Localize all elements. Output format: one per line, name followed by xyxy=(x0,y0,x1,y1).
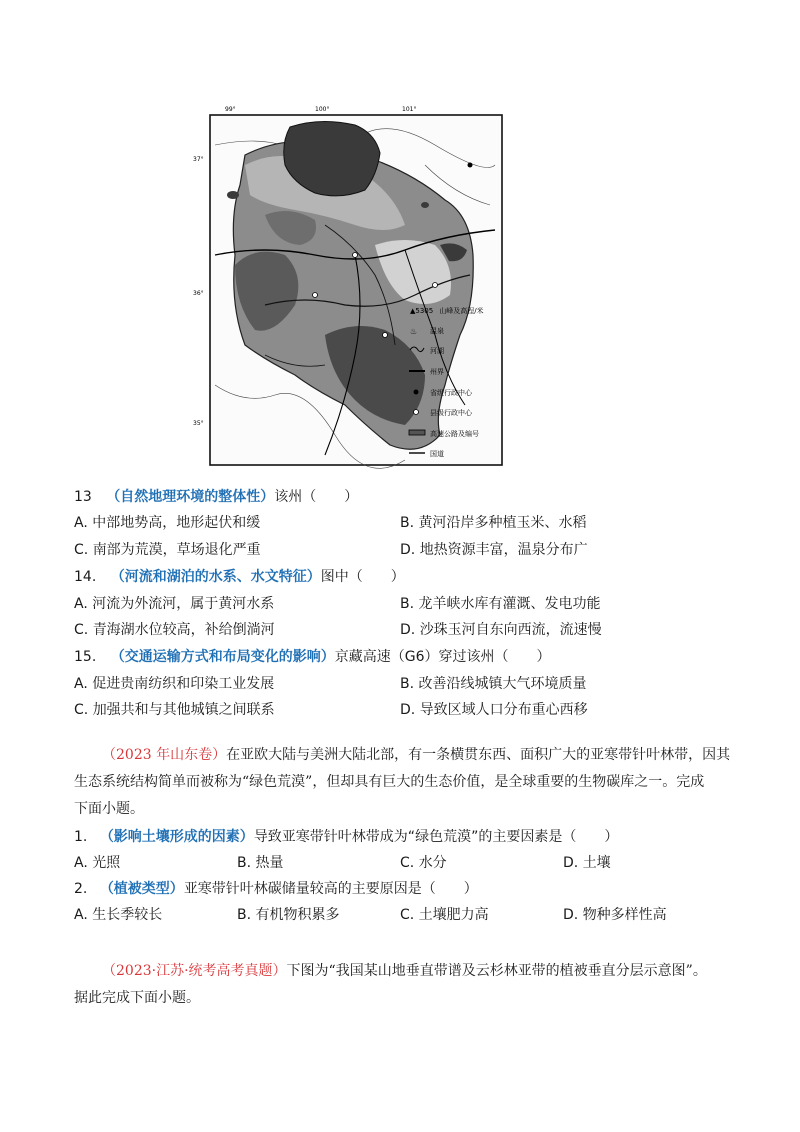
q15-option-d[interactable]: D. 导致区域人口分布重心西移 xyxy=(400,702,588,718)
map-svg xyxy=(193,105,515,465)
legend-hot-spring: 温泉 xyxy=(430,327,444,335)
question-topic: （河流和湖泊的水系、水文特征） xyxy=(110,569,321,585)
question-stem: 亚寒带针叶林碳储量较高的主要原因是（ ） xyxy=(183,881,478,897)
regional-map xyxy=(193,105,515,465)
question-stem: 导致亚寒带针叶林带成为“绿色荒漠”的主要因素是（ ） xyxy=(253,829,619,845)
county-center xyxy=(383,333,388,338)
question-topic: （自然地理环境的整体性） xyxy=(106,489,275,505)
question-number: 15. xyxy=(74,649,97,665)
passage-jiangsu xyxy=(74,958,734,1012)
q2-option-d[interactable]: D. 物种多样性高 xyxy=(563,907,667,923)
question-number: 2. xyxy=(74,881,88,897)
county-center xyxy=(353,253,358,258)
q1-option-c[interactable]: C. 水分 xyxy=(400,855,447,871)
lat-label-35: 35° xyxy=(193,420,204,427)
q13-option-b[interactable]: B. 黄河沿岸多种植玉米、水稻 xyxy=(400,515,587,531)
provincial-center xyxy=(468,163,473,168)
passage-shandong xyxy=(74,742,734,823)
expressway-icon xyxy=(409,430,425,435)
q13-option-a[interactable]: A. 中部地势高，地形起伏和缓 xyxy=(74,515,261,531)
lon-label-101: 101° xyxy=(402,106,417,113)
legend-peak: ▲5305 山峰及高程/米 xyxy=(410,307,484,315)
passage-text: 据此完成下面小题。 xyxy=(74,990,200,1006)
q2-option-a[interactable]: A. 生长季较长 xyxy=(74,907,163,923)
county-center-icon xyxy=(414,410,419,415)
q1-option-d[interactable]: D. 土壤 xyxy=(563,855,611,871)
question-1 xyxy=(74,828,618,846)
small-lake xyxy=(421,202,429,208)
county-center xyxy=(313,293,318,298)
q15-option-b[interactable]: B. 改善沿线城镇大气环境质量 xyxy=(400,676,587,692)
passage-text: 生态系统结构简单而被称为“绿色荒漠”，但却具有巨大的生态价值，是全球重要的生物碳库之一。完成 xyxy=(74,774,705,790)
legend-provincial: 省级行政中心 xyxy=(430,389,472,397)
q14-option-d[interactable]: D. 沙珠玉河自东向西流，流速慢 xyxy=(400,622,602,638)
question-number: 13 xyxy=(74,489,92,505)
question-14 xyxy=(74,568,405,586)
q14-option-a[interactable]: A. 河流为外流河，属于黄河水系 xyxy=(74,596,275,612)
q15-option-c[interactable]: C. 加强共和与其他城镇之间联系 xyxy=(74,702,275,718)
legend-expressway: 高速公路及编号 xyxy=(430,430,479,438)
q14-option-b[interactable]: B. 龙羊峡水库有灌溉、发电功能 xyxy=(400,596,601,612)
question-number: 1. xyxy=(74,829,88,845)
q1-option-a[interactable]: A. 光照 xyxy=(74,855,121,871)
legend-national-road: 国道 xyxy=(430,450,444,458)
county-center xyxy=(433,283,438,288)
q2-option-c[interactable]: C. 土壤肥力高 xyxy=(400,907,489,923)
passage-text: 在亚欧大陆与美洲大陆北部，有一条横贯东西、面积广大的亚寒带针叶林带，因其 xyxy=(226,747,731,763)
q13-option-d[interactable]: D. 地热资源丰富，温泉分布广 xyxy=(400,542,588,558)
q13-option-c[interactable]: C. 南部为荒漠，草场退化严重 xyxy=(74,542,261,558)
q14-option-c[interactable]: C. 青海湖水位较高，补给倒淌河 xyxy=(74,622,275,638)
source-tag: （2023 年山东卷） xyxy=(102,747,227,763)
lon-label-99: 99° xyxy=(225,106,236,113)
legend-county: 县级行政中心 xyxy=(430,409,472,417)
legend-river-lake: 河湖 xyxy=(430,347,444,355)
q2-option-b[interactable]: B. 有机物积累多 xyxy=(237,907,340,923)
question-topic: （交通运输方式和布局变化的影响） xyxy=(110,649,335,665)
small-lake xyxy=(227,191,239,199)
lon-label-100: 100° xyxy=(315,106,330,113)
hot-spring-icon: ♨ xyxy=(410,327,418,336)
question-number: 14. xyxy=(74,569,97,585)
q15-option-a[interactable]: A. 促进贵南纺织和印染工业发展 xyxy=(74,676,275,692)
question-topic: （植被类型） xyxy=(99,881,184,897)
question-stem: 京藏高速（G6）穿过该州（ ） xyxy=(334,649,551,665)
provincial-center-icon xyxy=(414,390,419,395)
source-tag: （2023·江苏·统考高考真题） xyxy=(102,963,287,979)
question-topic: （影响土壤形成的因素） xyxy=(99,829,254,845)
question-stem: 图中（ ） xyxy=(320,569,405,585)
question-2 xyxy=(74,880,478,898)
passage-text: 下面小题。 xyxy=(74,801,144,817)
legend-boundary: 州界 xyxy=(430,368,444,376)
lat-label-36: 36° xyxy=(193,290,204,297)
question-13 xyxy=(74,488,358,506)
question-15 xyxy=(74,648,550,666)
passage-text: 下图为“我国某山地垂直带谱及云杉林亚带的植被垂直分层示意图”。 xyxy=(286,963,707,979)
q1-option-b[interactable]: B. 热量 xyxy=(237,855,284,871)
question-stem: 该州（ ） xyxy=(274,489,359,505)
lat-label-37: 37° xyxy=(193,156,204,163)
